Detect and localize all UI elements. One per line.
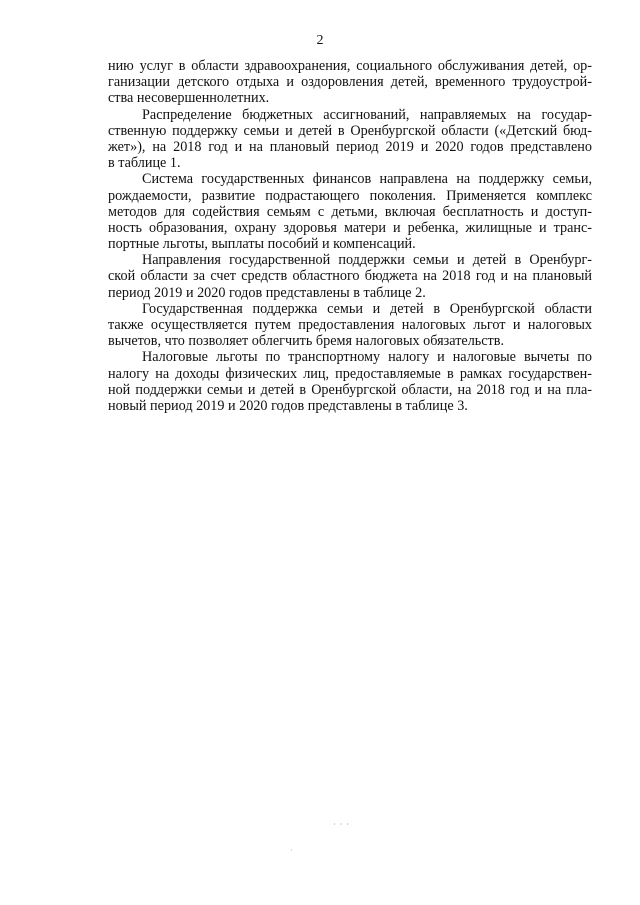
text-line: в таблице 1. xyxy=(108,155,181,172)
paragraph-6 xyxy=(108,349,592,414)
scan-artifact: · · · xyxy=(333,820,350,829)
page-number: 2 xyxy=(316,33,324,48)
paragraph-5 xyxy=(108,301,592,350)
text-line: Система государственных финансов направлена на поддержку семьи, xyxy=(142,171,592,188)
text-line: Направления государственной поддержки семьи и детей в Оренбург- xyxy=(142,252,592,269)
text-line: период 2019 и 2020 годов представлены в таблице 2. xyxy=(108,284,426,301)
text-line: методов для содействия семьям с детьми, включая бесплатность и доступ- xyxy=(108,203,592,220)
scan-artifact: · xyxy=(290,846,293,855)
text-line: Государственная поддержка семьи и детей в Оренбургской области xyxy=(142,300,592,317)
text-line: ской области за счет средств областного бюджета на 2018 год и на плановый xyxy=(108,268,592,285)
text-line: вычетов, что позволяет облегчить бремя налоговых обязательств. xyxy=(108,333,504,350)
text-line: ганизации детского отдыха и оздоровления детей, временного трудоустрой- xyxy=(108,74,592,91)
text-line: новый период 2019 и 2020 годов представлены в таблице 3. xyxy=(108,397,468,414)
text-line: портные льготы, выплаты пособий и компенсаций. xyxy=(108,236,416,253)
text-line: ность образования, охрану здоровья матери и ребенка, жилищные и транс- xyxy=(108,219,592,236)
text-line: рождаемости, развитие подрастающего поколения. Применяется комплекс xyxy=(108,187,592,204)
document-body xyxy=(108,58,592,414)
text-line: нию услуг в области здравоохранения, социального обслуживания детей, ор- xyxy=(108,58,592,74)
text-line: ства несовершеннолетних. xyxy=(108,90,270,107)
paragraph-2 xyxy=(108,107,592,172)
text-line: также осуществляется путем предоставления налоговых льгот и налоговых xyxy=(108,317,592,333)
paragraph-1 xyxy=(108,58,592,107)
text-line: налогу на доходы физических лиц, предоставляемые в рамках государствен- xyxy=(108,365,592,382)
text-line: ной поддержки семьи и детей в Оренбургской области, на 2018 год и на пла- xyxy=(108,381,592,398)
text-line: ственную поддержку семьи и детей в Оренбургской области («Детский бюд- xyxy=(108,122,592,139)
paragraph-4 xyxy=(108,252,592,301)
text-line: жет»), на 2018 год и на плановый период 2019 и 2020 годов представлено xyxy=(108,138,592,155)
text-line: Распределение бюджетных ассигнований, направляемых на государ- xyxy=(142,106,592,123)
text-line: Налоговые льготы по транспортному налогу и налоговые вычеты по xyxy=(142,349,592,366)
paragraph-3 xyxy=(108,171,592,252)
